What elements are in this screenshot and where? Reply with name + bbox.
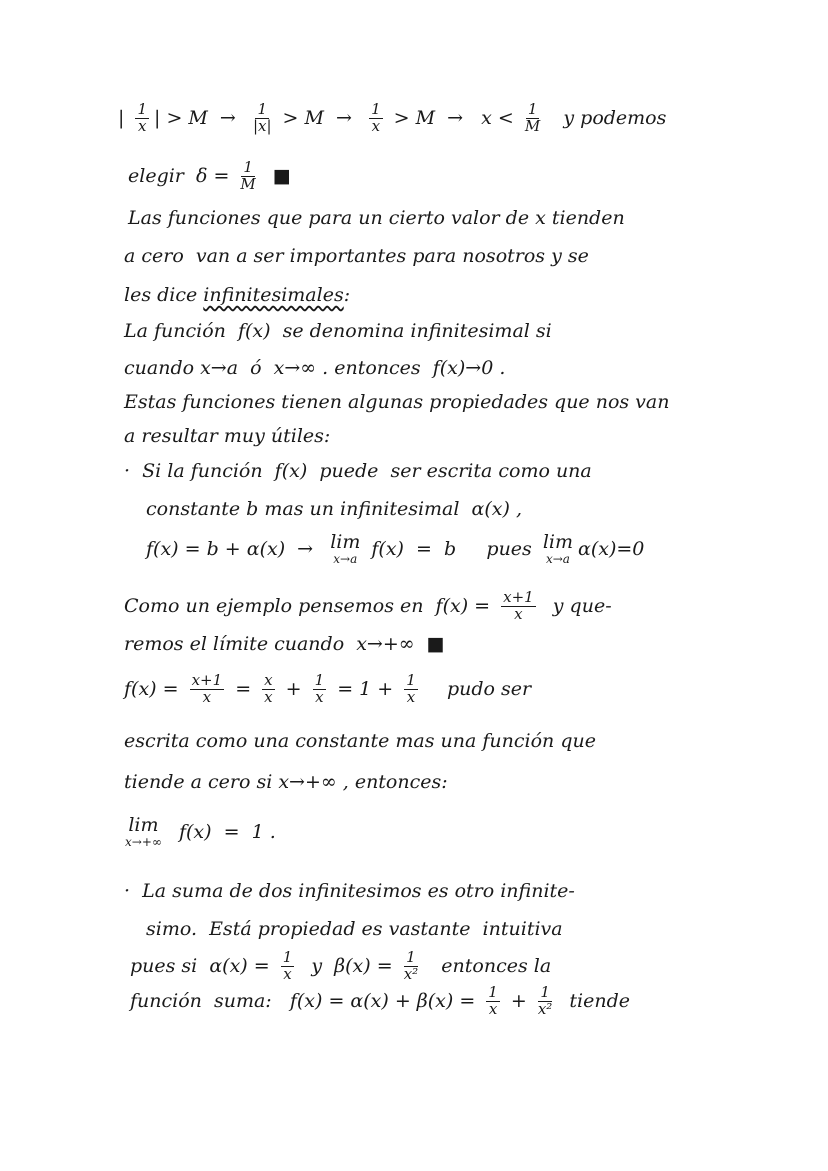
fraction-numerator: 1 bbox=[243, 158, 253, 176]
text-line bbox=[124, 391, 669, 413]
fraction-denominator: x bbox=[264, 687, 273, 706]
text-segment: simo. Está propiedad es vastante intuitiva bbox=[146, 918, 563, 940]
text-segment: + bbox=[504, 990, 533, 1013]
fraction bbox=[240, 160, 255, 193]
text-segment: = 1 + bbox=[331, 678, 400, 701]
text-segment: entonces la bbox=[423, 955, 552, 978]
limit-operator bbox=[330, 532, 360, 566]
text-segment: f(x) = 1 . bbox=[166, 821, 276, 844]
fraction-denominator: |x| bbox=[252, 116, 272, 135]
text-segment: · Si la función f(x) puede ser escrita como una bbox=[124, 460, 592, 482]
fraction bbox=[262, 673, 274, 706]
text-segment: : bbox=[343, 284, 351, 306]
fraction-denominator: x bbox=[371, 116, 381, 135]
text-segment: y β(x) = bbox=[299, 955, 399, 978]
text-segment: | bbox=[118, 107, 131, 130]
text-line bbox=[128, 160, 291, 193]
text-segment: elegir δ = bbox=[128, 165, 236, 188]
text-segment: y que- bbox=[540, 595, 612, 618]
fraction-numerator: 1 bbox=[406, 948, 416, 966]
text-line bbox=[124, 633, 445, 655]
fraction-denominator: x bbox=[202, 687, 212, 706]
fraction bbox=[281, 950, 295, 983]
text-segment: y podemos bbox=[545, 107, 667, 130]
text-line bbox=[130, 985, 630, 1018]
fraction bbox=[190, 673, 225, 706]
fraction-numerator: x bbox=[264, 671, 273, 689]
fraction bbox=[501, 590, 536, 623]
text-line bbox=[124, 284, 350, 306]
text-line bbox=[118, 102, 666, 135]
text-segment: a cero van a ser importantes para nosotros y se bbox=[124, 245, 589, 267]
fraction-numerator: 1 bbox=[488, 983, 498, 1001]
fraction-denominator: M bbox=[524, 116, 541, 135]
fraction-numerator: 1 bbox=[540, 983, 550, 1001]
fraction-denominator: x bbox=[315, 687, 324, 706]
fraction-numerator: 1 bbox=[137, 100, 147, 118]
text-line bbox=[130, 950, 551, 983]
text-line bbox=[124, 320, 552, 342]
text-line bbox=[124, 245, 589, 267]
limit-subscript: x→a bbox=[333, 551, 358, 566]
fraction bbox=[404, 673, 418, 706]
text-segment: tiende bbox=[557, 990, 631, 1013]
text-segment: pues si α(x) = bbox=[130, 955, 276, 978]
limit-operator bbox=[543, 532, 573, 566]
text-segment: > M → bbox=[276, 107, 365, 130]
text-segment: ■ bbox=[260, 165, 291, 188]
underlined-term: infinitesimales bbox=[203, 284, 344, 306]
text-segment: f(x) = b + α(x) → bbox=[146, 538, 326, 561]
text-segment: · La suma de dos infinitesimos es otro infinite- bbox=[124, 880, 575, 902]
text-line bbox=[124, 357, 505, 379]
fraction-numerator: 1 bbox=[527, 100, 538, 118]
text-segment: + bbox=[279, 678, 308, 701]
text-segment: > M → x < bbox=[387, 107, 520, 130]
fraction-denominator: M bbox=[240, 174, 256, 193]
text-segment: constante b mas un infinitesimal α(x) , bbox=[146, 498, 522, 520]
text-line bbox=[124, 880, 575, 902]
text-segment: función suma: f(x) = α(x) + β(x) = bbox=[130, 990, 482, 1013]
text-segment: Estas funciones tienen algunas propiedades que nos van bbox=[124, 391, 670, 413]
limit-label: lim bbox=[330, 531, 361, 553]
text-segment: La función f(x) se denomina infinitesimal si bbox=[124, 320, 552, 342]
fraction-numerator: 1 bbox=[257, 100, 267, 118]
fraction-denominator: x² bbox=[537, 999, 553, 1018]
text-segment: pudo ser bbox=[422, 678, 532, 701]
text-segment: Como un ejemplo pensemos en f(x) = bbox=[124, 595, 497, 618]
fraction-numerator: 1 bbox=[406, 671, 416, 689]
text-segment: α(x)=0 bbox=[578, 538, 645, 561]
text-segment: a resultar muy útiles: bbox=[124, 425, 331, 447]
fraction bbox=[313, 673, 327, 706]
text-line bbox=[146, 532, 644, 566]
text-segment: les dice bbox=[124, 284, 204, 306]
text-line bbox=[124, 673, 531, 706]
fraction-numerator: 1 bbox=[314, 671, 325, 689]
text-segment: escrita como una constante mas una función que bbox=[124, 730, 596, 752]
text-segment: cuando x→a ó x→∞ . entonces f(x)→0 . bbox=[124, 357, 506, 379]
text-segment: tiende a cero si x→+∞ , entonces: bbox=[124, 771, 448, 793]
text-line bbox=[128, 207, 625, 229]
fraction-denominator: x bbox=[514, 604, 523, 623]
fraction-numerator: x+1 bbox=[503, 588, 534, 606]
fraction-denominator: x bbox=[488, 999, 498, 1018]
fraction bbox=[253, 102, 272, 135]
fraction-denominator: x bbox=[137, 116, 147, 135]
fraction bbox=[369, 102, 383, 135]
text-line bbox=[120, 815, 276, 849]
limit-subscript: x→+∞ bbox=[125, 834, 162, 849]
text-segment: | > M → bbox=[154, 107, 248, 130]
text-line bbox=[124, 771, 448, 793]
text-line bbox=[124, 590, 612, 623]
text-line bbox=[146, 498, 522, 520]
text-segment: Las funciones que para un cierto valor de x tienden bbox=[128, 207, 625, 229]
text-line bbox=[146, 918, 563, 940]
text-segment: f(x) = bbox=[124, 678, 185, 701]
fraction-denominator: x² bbox=[403, 964, 419, 983]
fraction-denominator: x bbox=[406, 687, 416, 706]
text-segment: remos el límite cuando x→+∞ ■ bbox=[124, 633, 445, 655]
text-line bbox=[124, 460, 592, 482]
text-line bbox=[124, 730, 596, 752]
fraction bbox=[486, 985, 500, 1018]
fraction-denominator: x bbox=[283, 964, 292, 983]
text-segment: f(x) = b pues bbox=[365, 538, 538, 561]
text-line bbox=[124, 425, 330, 447]
fraction-numerator: 1 bbox=[282, 948, 293, 966]
fraction-numerator: 1 bbox=[371, 100, 381, 118]
limit-label: lim bbox=[542, 531, 574, 553]
fraction bbox=[538, 985, 552, 1018]
limit-operator bbox=[125, 815, 162, 849]
fraction bbox=[135, 102, 149, 135]
fraction-numerator: x+1 bbox=[191, 671, 223, 689]
fraction bbox=[525, 102, 540, 135]
limit-label: lim bbox=[128, 814, 159, 836]
text-segment: = bbox=[229, 678, 258, 701]
limit-subscript: x→a bbox=[545, 551, 570, 566]
fraction bbox=[404, 950, 418, 983]
